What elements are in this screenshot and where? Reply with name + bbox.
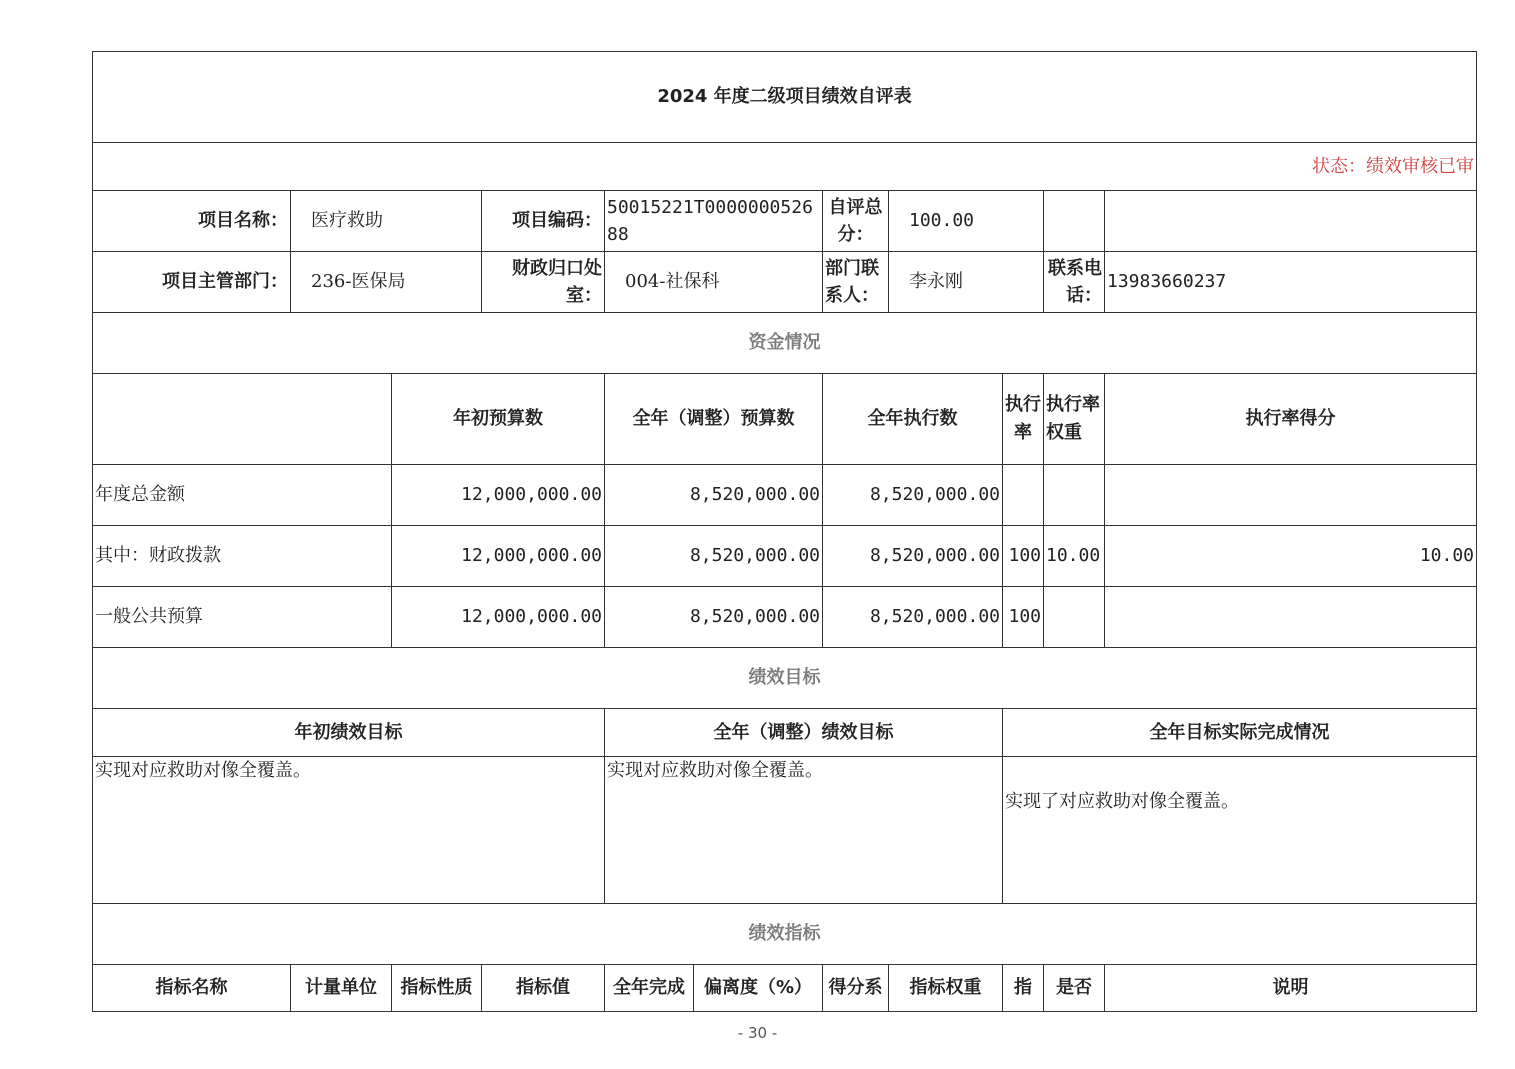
finance-office-label: 财政归口处室： — [482, 252, 605, 313]
page-number: - 30 - — [737, 1024, 778, 1042]
funds-header-initial: 年初预算数 — [392, 374, 605, 465]
table-row — [93, 587, 1477, 648]
goals-header-adjusted: 全年（调整）绩效目标 — [605, 709, 1003, 757]
indicator-header-complete: 全年完成 — [605, 965, 694, 1012]
contact-value: 李永刚 — [889, 252, 1044, 313]
funds-row-executed: 8,520,000.00 — [823, 465, 1003, 526]
goals-adjusted-text: 实现对应救助对像全覆盖。 — [605, 757, 1003, 904]
contact-label: 部门联系人： — [823, 252, 889, 313]
funds-row-label: 一般公共预算 — [93, 587, 392, 648]
funds-header-rate: 执行率 — [1003, 374, 1044, 465]
indicator-header-zhi: 指 — [1003, 965, 1044, 1012]
indicator-header-nature: 指标性质 — [392, 965, 482, 1012]
funds-row-score — [1105, 465, 1477, 526]
finance-office-value: 004-社保科 — [605, 252, 823, 313]
goals-header-initial: 年初绩效目标 — [93, 709, 605, 757]
indicator-header-note: 说明 — [1105, 965, 1477, 1012]
funds-row-label: 其中：财政拨款 — [93, 526, 392, 587]
table-row — [93, 465, 1477, 526]
goals-header-actual: 全年目标实际完成情况 — [1003, 709, 1477, 757]
funds-row-weight: 10.00 — [1044, 526, 1105, 587]
indicator-header-name: 指标名称 — [93, 965, 291, 1012]
project-name-value: 医疗救助 — [291, 191, 482, 252]
phone-label: 联系电话： — [1044, 252, 1105, 313]
funds-row-adjusted: 8,520,000.00 — [605, 587, 823, 648]
funds-row-weight — [1044, 465, 1105, 526]
funds-row-executed: 8,520,000.00 — [823, 587, 1003, 648]
funds-row-initial: 12,000,000.00 — [392, 465, 605, 526]
status-badge: 状态：绩效审核已审 — [93, 143, 1477, 191]
self-score-value: 100.00 — [889, 191, 1044, 252]
goals-initial-text: 实现对应救助对像全覆盖。 — [93, 757, 605, 904]
funds-header-weight: 执行率权重 — [1044, 374, 1105, 465]
funds-row-adjusted: 8,520,000.00 — [605, 465, 823, 526]
empty-cell — [1105, 191, 1477, 252]
funds-header-executed: 全年执行数 — [823, 374, 1003, 465]
funds-row-adjusted: 8,520,000.00 — [605, 526, 823, 587]
funds-row-executed: 8,520,000.00 — [823, 526, 1003, 587]
indicator-header-value: 指标值 — [482, 965, 605, 1012]
funds-header-score: 执行率得分 — [1105, 374, 1477, 465]
empty-cell — [1044, 191, 1105, 252]
funds-row-weight — [1044, 587, 1105, 648]
dept-label: 项目主管部门： — [93, 252, 291, 313]
indicator-header-whether: 是否 — [1044, 965, 1105, 1012]
funds-row-initial: 12,000,000.00 — [392, 587, 605, 648]
phone-value: 13983660237 — [1105, 252, 1477, 313]
project-name-label: 项目名称： — [93, 191, 291, 252]
indicator-header-weight: 指标权重 — [889, 965, 1003, 1012]
funds-row-rate: 100 — [1003, 526, 1044, 587]
indicator-header-coef: 得分系 — [823, 965, 889, 1012]
self-score-label: 自评总分： — [823, 191, 889, 252]
funds-row-rate: 100 — [1003, 587, 1044, 648]
funds-header-blank — [93, 374, 392, 465]
funds-row-label: 年度总金额 — [93, 465, 392, 526]
funds-section-title: 资金情况 — [93, 313, 1477, 374]
page-title: 2024 年度二级项目绩效自评表 — [93, 52, 1477, 143]
project-code-label: 项目编码： — [482, 191, 605, 252]
goals-actual-text: 实现了对应救助对像全覆盖。 — [1003, 757, 1477, 904]
funds-row-initial: 12,000,000.00 — [392, 526, 605, 587]
funds-row-score: 10.00 — [1105, 526, 1477, 587]
table-row — [93, 526, 1477, 587]
funds-row-rate — [1003, 465, 1044, 526]
dept-value: 236-医保局 — [291, 252, 482, 313]
goals-section-title: 绩效目标 — [93, 648, 1477, 709]
funds-row-score — [1105, 587, 1477, 648]
self-evaluation-table — [92, 51, 1477, 1012]
indicator-header-unit: 计量单位 — [291, 965, 392, 1012]
indicator-header-deviation: 偏离度（%） — [694, 965, 823, 1012]
indicators-section-title: 绩效指标 — [93, 904, 1477, 965]
funds-header-adjusted: 全年（调整）预算数 — [605, 374, 823, 465]
project-code-value: 50015221T000000052688 — [605, 191, 823, 252]
